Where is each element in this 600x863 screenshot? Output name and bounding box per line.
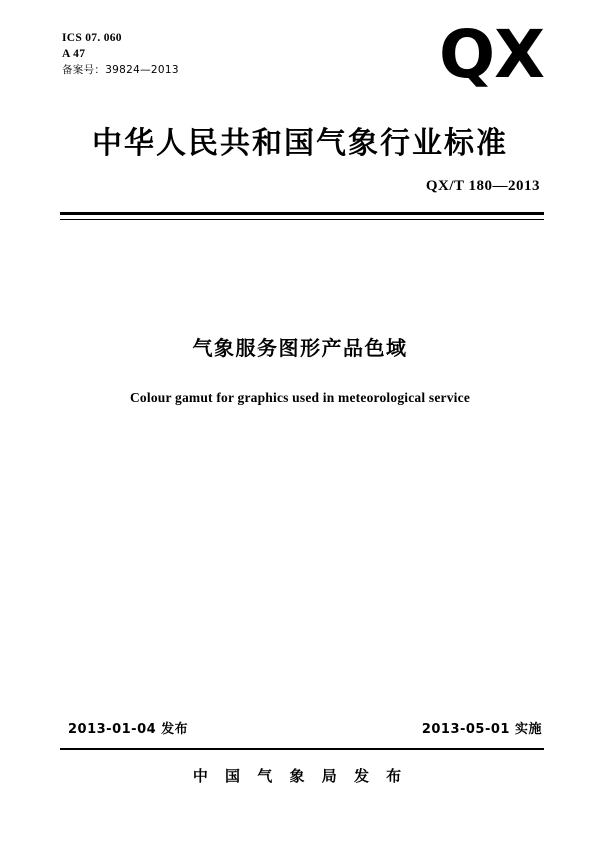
divider-thick: [60, 212, 544, 215]
ics-code: ICS 07. 060: [62, 32, 122, 44]
publisher-name: 中 国 气 象 局 发 布: [192, 767, 408, 785]
series-title: 中华人民共和国气象行业标准: [92, 126, 508, 161]
standard-number: QX/T 180—2013: [425, 178, 540, 194]
divider-thin: [60, 219, 544, 220]
record-number: 备案号：39824—2013: [62, 64, 179, 76]
divider-bottom: [60, 748, 544, 750]
classification-code: A 47: [62, 48, 86, 60]
identification-block: [62, 30, 179, 78]
qx-logo: QX: [439, 16, 544, 93]
effective-date: 2013-05-01 实施: [421, 722, 542, 737]
document-title-chinese: 气象服务图形产品色域: [192, 336, 408, 360]
document-title-english: Colour gamut for graphics used in meteorological service: [129, 390, 471, 405]
issue-date: 2013-01-04 发布: [68, 722, 189, 737]
